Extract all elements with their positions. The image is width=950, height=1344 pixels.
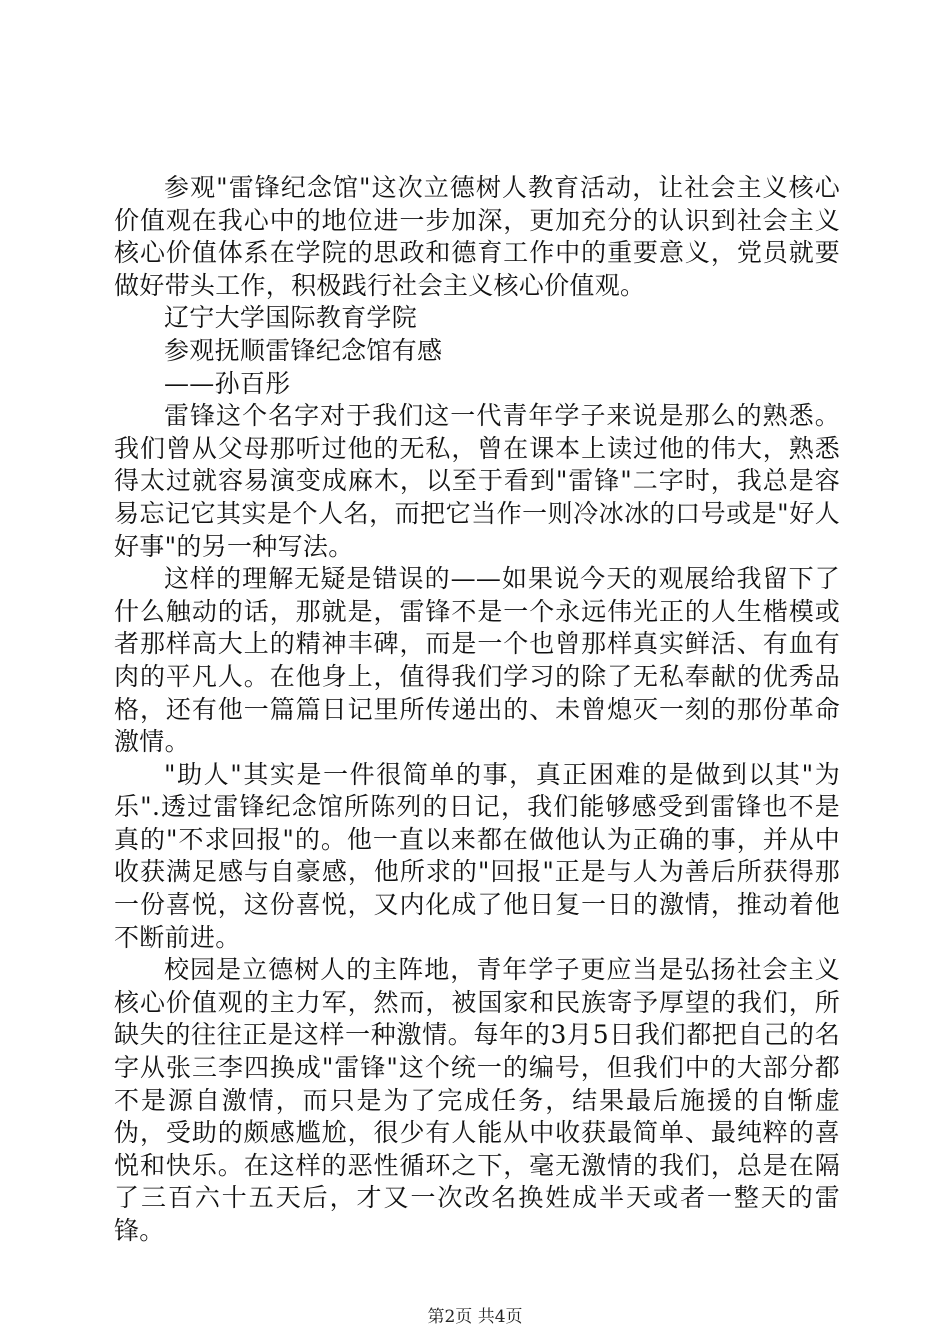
paragraph-reflection: 参观"雷锋纪念馆"这次立德树人教育活动，让社会主义核心价值观在我心中的地位进一步加深，更加充分的认识到社会主义核心价值体系在学院的思政和德育工作中的重要意义，党员就要做好带头工作，积极践行社会主义核心价值观。 (114, 173, 840, 300)
page-footer: 第2页 共4页 (427, 1307, 523, 1327)
essay-author: ——孙百彤 (164, 368, 291, 398)
paragraph-understanding: 这样的理解无疑是错误的——如果说今天的观展给我留下了什么触动的话，那就是，雷锋不是一个永远伟光正的人生楷模或者那样高大上的精神丰碑，而是一个也曾那样真实鲜活、有血有肉的平凡人。在他身上，值得我们学习的除了无私奉献的优秀品格，还有他一篇篇日记里所传递出的、未曾熄灭一刻的那份革命激情。 (114, 564, 840, 757)
essay-title: 参观抚顺雷锋纪念馆有感 (164, 335, 443, 365)
paragraph-intro: 雷锋这个名字对于我们这一代青年学子来说是那么的熟悉。我们曾从父母那听过他的无私，曾在课本上读过他的伟大，熟悉得太过就容易演变成麻木，以至于看到"雷锋"二字时，我总是容易忘记它其实是个人名，而把它当作一则冷冰冰的口号或是"好人好事"的另一种写法。 (114, 401, 840, 561)
paragraph-helping: "助人"其实是一件很简单的事，真正困难的是做到以其"为乐".透过雷锋纪念馆所陈列的日记，我们能够感受到雷锋也不是真的"不求回报"的。他一直以来都在做他认为正确的事，并从中收获满足感与自豪感，他所求的"回报"正是与人为善后所获得那一份喜悦，这份喜悦，又内化成了他日复一日的激情，推动着他不断前进。 (114, 759, 840, 952)
institution-name: 辽宁大学国际教育学院 (164, 303, 418, 333)
paragraph-campus: 校园是立德树人的主阵地，青年学子更应当是弘扬社会主义核心价值观的主力军，然而，被国家和民族寄予厚望的我们，所缺失的往往正是这样一种激情。每年的3月5日我们都把自己的名字从张三李四换成"雷锋"这个统一的编号，但我们中的大部分都不是源自激情，而只是为了完成任务，结果最后施援的自惭虚伪，受助的颇感尴尬，很少有人能从中收获最简单、最纯粹的喜悦和快乐。在这样的恶性循环之下，毫无激情的我们，总是在隔了三百六十五天后，才又一次改名换姓成半天或者一整天的雷锋。 (114, 955, 840, 1245)
document-body (114, 172, 840, 1248)
